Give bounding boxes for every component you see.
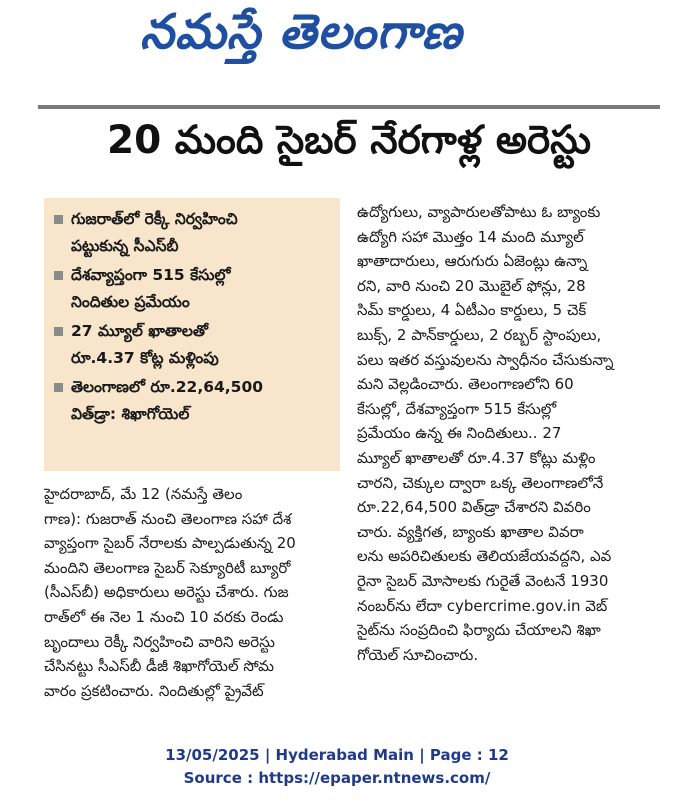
body-line: హైదరాబాద్, మే 12 (నమస్తే తెలం <box>44 485 243 503</box>
highlight-line: తెలంగాణలో రూ.22,64,500 <box>71 378 264 396</box>
body-line: సైట్‌ను సంప్రదించి ఫిర్యాదు చేయాలని శిఖా <box>357 621 601 640</box>
body-line: సిమ్ కార్డులు, 4 ఏటీఎం కార్డులు, 5 చెక్ <box>357 301 587 320</box>
body-line: ప్రమేయం ఉన్న ఈ నిందితులు.. 27 <box>357 424 562 443</box>
highlight-item <box>54 374 334 428</box>
body-line: ఖాతాదారులు, ఆరుగురు ఏజెంట్లు ఉన్నా <box>357 252 588 271</box>
body-line: మ్యూల్ ఖాతాలతో రూ.4.37 కోట్లు మళ్లిం <box>357 448 596 467</box>
body-line: చారు. వ్యక్తిగత, బ్యాంకు ఖాతాల వివరా <box>357 522 584 541</box>
body-line: కేసుల్లో, దేశవ్యాప్తంగా 515 కేసుల్లో <box>357 399 557 418</box>
article-headline: 20 మంది సైబర్ నేరగాళ్ల అరెస్టు <box>106 118 592 163</box>
body-line: చారని, చెక్కుల ద్వారా ఒక్క తెలంగాణలోనే <box>357 473 604 492</box>
body-line: ఉద్యోగులు, వ్యాపారులతోపాటు ఓ బ్యాంకు <box>357 203 601 221</box>
highlight-item <box>54 318 334 372</box>
body-line: పలు ఇతర వస్తువులను స్వాధీనం చేసుకున్నా <box>357 350 614 369</box>
body-line: రూ.22,64,500 విత్‌డ్రా చేశారని వివరిం <box>357 498 591 517</box>
highlight-item <box>54 206 334 260</box>
body-line: వ్యాప్తంగా సైబర్ నేరాలకు పాల్పడుతున్న 20 <box>44 534 296 553</box>
body-line: లను అపరిచితులకు తెలియజేయవద్దని, ఎవ <box>357 547 612 566</box>
body-line: గోయెల్ సూచించారు. <box>357 645 479 664</box>
edition-info: 13/05/2025 | Hyderabad Main | Page : 12 <box>165 746 509 764</box>
body-line: రని, వారి నుంచి 20 మొబైల్ ఫోన్లు, 28 <box>357 276 586 295</box>
body-line: రాత్‌లో ఈ నెల 1 నుంచి 10 వరకు రెండు <box>44 607 284 626</box>
bullet-square-icon <box>54 383 63 392</box>
highlight-line: పట్టుకున్న సీఎస్‌బీ <box>71 237 179 255</box>
highlight-line: దేశవ్యాప్తంగా 515 కేసుల్లో <box>71 266 231 284</box>
masthead <box>0 0 674 100</box>
body-line: చేసినట్టు సీఎస్‌బీ డీజీ శిఖాగోయెల్ సోమ <box>44 657 275 676</box>
highlight-line: విత్‌డ్రా: శిఖాగోయెల్ <box>71 405 190 423</box>
body-line: బుక్స్, 2 పాన్‌కార్డులు, 2 రబ్బర్ స్టాంపులు, <box>357 325 602 344</box>
newspaper-logo: నమస్తే తెలంగాణ <box>140 4 463 60</box>
body-line: గాణ): గుజరాత్ నుంచి తెలంగాణ సహా దేశ <box>44 509 292 528</box>
body-line: రైనా సైబర్ మోసాలకు గురైతే వెంటనే 1930 <box>357 571 609 590</box>
body-line: ఉద్యోగి సహా మొత్తం 14 మంది మ్యూల్ <box>357 227 584 246</box>
source-link[interactable]: Source : https://epaper.ntnews.com/ <box>183 769 491 787</box>
body-line: వారం ప్రకటించారు. నిందితుల్లో ప్రైవేట్ <box>44 681 264 700</box>
body-line: మందిని తెలంగాణ సైబర్ సెక్యూరిటీ బ్యూరో <box>44 558 291 577</box>
highlight-line: గుజరాత్‌లో రెక్కీ నిర్వహించి <box>71 210 238 228</box>
body-line: మని వెల్లడించారు. తెలంగాణలోని 60 <box>357 375 574 394</box>
highlight-item <box>54 262 334 316</box>
body-line: నంబర్‌ను లేదా cybercrime.gov.in వెబ్ <box>357 596 608 615</box>
highlight-line: నిందితుల ప్రమేయం <box>71 293 190 311</box>
article-body-left-column <box>44 482 342 703</box>
highlight-line: రూ.4.37 కోట్ల మళ్లింపు <box>71 349 219 367</box>
body-line: (సీఎస్‌బీ) అధికారులు అరెస్టు చేశారు. గుజ <box>44 583 289 602</box>
bullet-square-icon <box>54 327 63 336</box>
bullet-square-icon <box>54 215 63 224</box>
article-body-right-column <box>357 200 657 667</box>
header-divider <box>38 105 660 109</box>
bullet-square-icon <box>54 271 63 280</box>
highlights-box <box>44 198 340 471</box>
highlight-line: 27 మ్యూల్ ఖాతాలతో <box>71 322 208 340</box>
body-line: బృందాలు రెక్కీ నిర్వహించి వారిని అరెస్టు <box>44 632 275 651</box>
